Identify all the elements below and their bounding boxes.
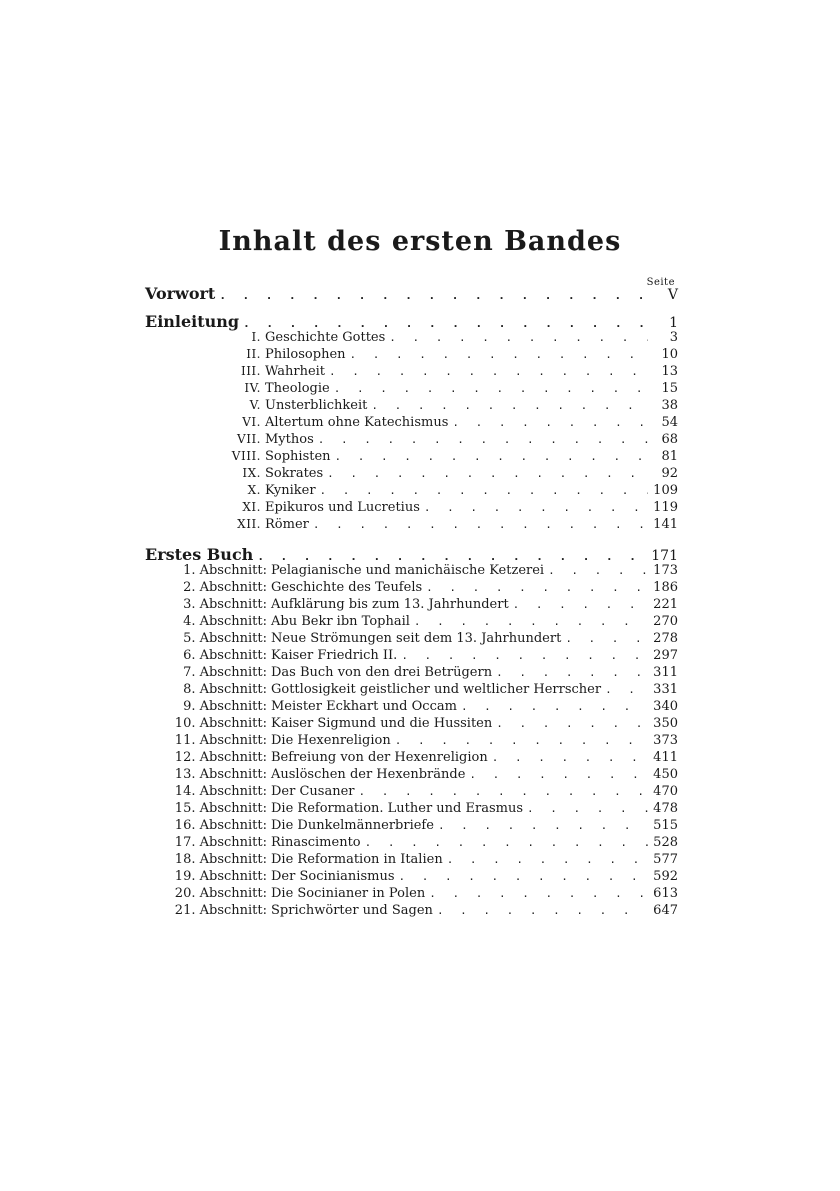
entry-title: Erstes Buch (145, 545, 254, 564)
toc-entry-chapter (145, 330, 678, 348)
chapter-number: XI. (242, 500, 261, 514)
entry-title: Die Reformation. Luther und Erasmus (271, 801, 524, 816)
toc-entry-chapter (145, 381, 678, 399)
section-number: 15. Abschnitt: (174, 801, 267, 816)
toc-entry-section (145, 699, 678, 717)
page-number: 311 (653, 665, 678, 680)
entry-title: Die Reformation in Italien (271, 852, 443, 867)
toc-entry-section (145, 818, 678, 836)
dot-leader (492, 751, 648, 764)
entry-title: Altertum ohne Katechismus (265, 415, 449, 430)
section-number: 2. Abschnitt: (183, 580, 267, 595)
page-number: 38 (661, 398, 678, 413)
dot-leader (243, 317, 648, 330)
dot-leader (424, 501, 648, 514)
page-number: 54 (661, 415, 678, 430)
entry-title: Der Cusaner (271, 784, 355, 799)
page-number: 92 (661, 466, 678, 481)
toc-entry-section (145, 903, 678, 921)
toc-entry-section (145, 716, 678, 734)
toc-entry-section (145, 767, 678, 785)
chapter-number: V. (249, 398, 261, 412)
dot-leader (257, 550, 647, 563)
toc-entry-section (145, 750, 678, 768)
page-title: Inhalt des ersten Bandes (218, 226, 622, 257)
chapter-number: VI. (242, 415, 261, 429)
page-number: 10 (661, 347, 678, 362)
page-number: 411 (653, 750, 678, 765)
dot-leader (334, 382, 648, 395)
entry-title: Befreiung von der Hexenreligion (271, 750, 488, 765)
page-number: 173 (653, 563, 678, 578)
dot-leader (320, 484, 648, 497)
page-number: 613 (653, 886, 678, 901)
page-number: 141 (653, 517, 678, 532)
toc-entry-section (145, 733, 678, 751)
page-number: 221 (653, 597, 678, 612)
toc-entry-section (145, 869, 678, 887)
chapter-number: IX. (242, 466, 261, 480)
page-number: 68 (661, 432, 678, 447)
entry-title: Römer (265, 517, 309, 532)
page-number: 186 (653, 580, 678, 595)
chapter-number: VIII. (231, 449, 261, 463)
toc-entry-section (145, 835, 678, 853)
section-number: 4. Abschnitt: (183, 614, 267, 629)
entry-title: Das Buch von den drei Betrügern (271, 665, 493, 680)
dot-leader (350, 348, 648, 361)
toc-entry-chapter (145, 347, 678, 365)
toc-entry-chapter (145, 483, 678, 501)
entry-title: Die Dunkelmännerbriefe (271, 818, 434, 833)
dot-leader (399, 870, 649, 883)
chapter-number: IV. (244, 381, 261, 395)
entry-title: Abu Bekr ibn Tophail (271, 614, 410, 629)
page-column-label: Seite (646, 277, 675, 288)
page-number: 478 (653, 801, 678, 816)
entry-title: Auslöschen der Hexenbrände (271, 767, 466, 782)
dot-leader (437, 904, 648, 917)
entry-title: Meister Eckhart und Occam (271, 699, 457, 714)
entry-title: Kyniker (265, 483, 316, 498)
section-number: 18. Abschnitt: (174, 852, 267, 867)
toc-entry-vorwort (145, 284, 678, 306)
dot-leader (371, 399, 648, 412)
toc-entry-section (145, 614, 678, 632)
dot-leader (469, 768, 648, 781)
toc-entry-section (145, 801, 678, 819)
dot-leader (527, 802, 648, 815)
entry-title: Geschichte des Teufels (271, 580, 423, 595)
entry-title: Einleitung (145, 312, 240, 331)
entry-title: Wahrheit (265, 364, 326, 379)
dot-leader (401, 649, 648, 662)
entry-title: Sophisten (265, 449, 331, 464)
entry-title: Sokrates (265, 466, 324, 481)
toc-entry-chapter (145, 415, 678, 433)
dot-leader (548, 564, 648, 577)
section-number: 6. Abschnitt: (183, 648, 267, 663)
section-number: 3. Abschnitt: (183, 597, 267, 612)
page-number: 515 (653, 818, 678, 833)
toc-entry-chapter (145, 364, 678, 382)
dot-leader (219, 289, 648, 302)
toc-entry-section (145, 648, 678, 666)
dot-leader (335, 450, 648, 463)
page-number: 373 (653, 733, 678, 748)
chapter-number: VII. (237, 432, 261, 446)
entry-title: Philosophen (265, 347, 346, 362)
page-number: 647 (653, 903, 678, 918)
dot-leader (313, 518, 648, 531)
section-number: 21. Abschnitt: (174, 903, 267, 918)
entry-title: Der Socinianismus (271, 869, 395, 884)
dot-leader (513, 598, 648, 611)
page-number: 331 (653, 682, 678, 697)
section-number: 8. Abschnitt: (183, 682, 267, 697)
entry-title: Die Socinianer in Polen (271, 886, 426, 901)
dot-leader (438, 819, 648, 832)
entry-title: Die Hexenreligion (271, 733, 391, 748)
section-number: 11. Abschnitt: (174, 733, 267, 748)
toc-entry-chapter (145, 517, 678, 535)
toc-entry-section (145, 597, 678, 615)
page-number: 1 (669, 315, 678, 331)
toc-entry-section (145, 580, 678, 598)
toc-entry-section (145, 682, 678, 700)
toc-entry-chapter (145, 432, 678, 450)
toc-entry-section (145, 563, 678, 581)
page-number: 278 (653, 631, 678, 646)
page-number: 297 (653, 648, 678, 663)
entry-title: Vorwort (145, 284, 216, 303)
section-number: 5. Abschnitt: (183, 631, 267, 646)
page-number: 15 (661, 381, 678, 396)
toc-entry-section (145, 784, 678, 802)
section-number: 17. Abschnitt: (174, 835, 267, 850)
chapter-number: XII. (237, 517, 261, 531)
toc-entry-chapter (145, 398, 678, 416)
chapter-number: X. (247, 483, 261, 497)
page-number: 171 (651, 548, 678, 564)
toc-entry-chapter (145, 500, 678, 518)
page-number: 528 (653, 835, 678, 850)
dot-leader (565, 632, 648, 645)
section-number: 9. Abschnitt: (183, 699, 267, 714)
entry-title: Kaiser Friedrich II. (271, 648, 398, 663)
section-number: 20. Abschnitt: (174, 886, 267, 901)
entry-title: Rinascimento (271, 835, 361, 850)
page-number: 119 (653, 500, 678, 515)
dot-leader (358, 785, 648, 798)
page-number: 109 (653, 483, 678, 498)
page-number: 340 (653, 699, 678, 714)
section-number: 19. Abschnitt: (174, 869, 267, 884)
section-number: 12. Abschnitt: (174, 750, 267, 765)
entry-title: Unsterblichkeit (265, 398, 368, 413)
dot-leader (452, 416, 648, 429)
chapter-number: I. (251, 330, 261, 344)
page-number: V (667, 287, 678, 303)
entry-title: Mythos (265, 432, 314, 447)
toc-entry-section (145, 852, 678, 870)
dot-leader (605, 683, 648, 696)
dot-leader (496, 666, 648, 679)
entry-title: Gottlosigkeit geistlicher und weltlicher Herrscher (271, 682, 602, 697)
toc-entry-section (145, 665, 678, 683)
page-number: 270 (653, 614, 678, 629)
page-number: 81 (661, 449, 678, 464)
dot-leader (429, 887, 648, 900)
section-number: 13. Abschnitt: (174, 767, 267, 782)
entry-title: Pelagianische und manichäische Ketzerei (271, 563, 545, 578)
entry-title: Neue Strömungen seit dem 13. Jahrhundert (271, 631, 562, 646)
toc-entry-chapter (145, 466, 678, 484)
entry-title: Kaiser Sigmund und die Hussiten (271, 716, 493, 731)
dot-leader (447, 853, 648, 866)
chapter-number: III. (240, 364, 261, 378)
dot-leader (414, 615, 648, 628)
dot-leader (318, 433, 648, 446)
dot-leader (327, 467, 648, 480)
page-number: 13 (661, 364, 678, 379)
entry-title: Geschichte Gottes (265, 330, 386, 345)
entry-title: Theologie (265, 381, 330, 396)
toc-entry-chapter (145, 449, 678, 467)
chapter-number: II. (246, 347, 261, 361)
toc-entry-section (145, 631, 678, 649)
page-number: 592 (653, 869, 678, 884)
dot-leader (389, 331, 648, 344)
dot-leader (426, 581, 648, 594)
section-number: 16. Abschnitt: (174, 818, 267, 833)
section-number: 14. Abschnitt: (174, 784, 267, 799)
page-number: 3 (669, 330, 678, 345)
page-number: 470 (653, 784, 678, 799)
dot-leader (461, 700, 648, 713)
dot-leader (496, 717, 648, 730)
section-number: 10. Abschnitt: (174, 716, 267, 731)
entry-title: Aufklärung bis zum 13. Jahrhundert (271, 597, 509, 612)
page-number: 577 (653, 852, 678, 867)
toc-entry-section (145, 886, 678, 904)
section-number: 1. Abschnitt: (183, 563, 267, 578)
dot-leader (329, 365, 648, 378)
section-number: 7. Abschnitt: (183, 665, 267, 680)
entry-title: Epikuros und Lucretius (265, 500, 420, 515)
page-number: 450 (653, 767, 678, 782)
dot-leader (365, 836, 648, 849)
dot-leader (395, 734, 648, 747)
page-number: 350 (653, 716, 678, 731)
entry-title: Sprichwörter und Sagen (271, 903, 433, 918)
